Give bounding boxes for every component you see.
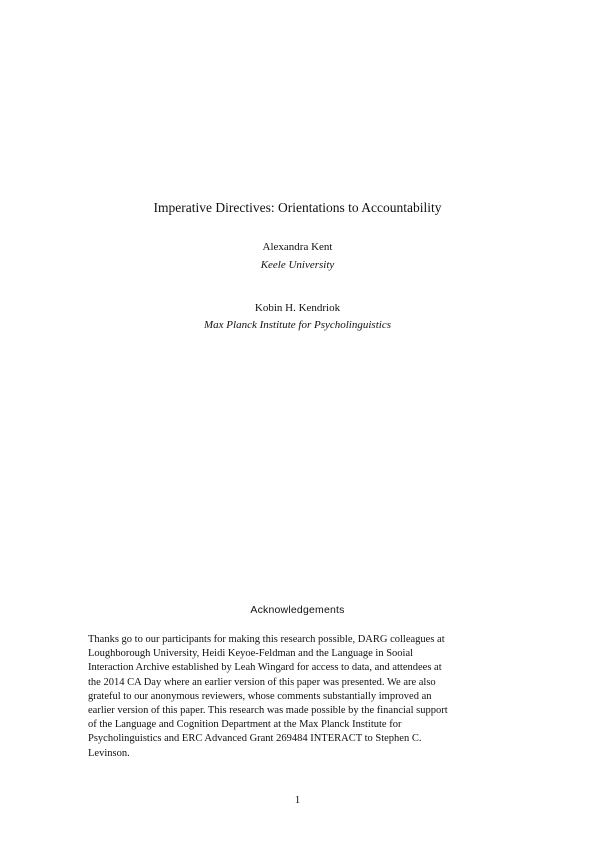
acknowledgements-line: earlier version of this paper. This research was made possible by the financial support	[88, 705, 448, 717]
paper-title: Imperative Directives: Orientations to Accountability	[153, 200, 442, 215]
author-name-2: Kobin H. Kendriok	[254, 302, 341, 314]
author-affiliation-2: Max Planck Institute for Psycholinguistics	[204, 319, 391, 331]
acknowledgements-line: the 2014 CA Day where an earlier version of this paper was presented. We are also	[88, 676, 436, 688]
acknowledgements-line: Levinson.	[88, 747, 130, 759]
page-number: 1	[294, 794, 301, 806]
acknowledgements-line: of the Language and Cognition Department at the Max Planck Institute for	[88, 719, 402, 731]
acknowledgements-line: Interaction Archive established by Leah Wingard for access to data, and attendees at	[88, 662, 442, 674]
author-affiliation-1: Keele University	[260, 259, 335, 271]
acknowledgements-line: grateful to our anonymous reviewers, whose comments substantially improved an	[88, 690, 432, 702]
acknowledgements-line: Thanks go to our participants for making this research possible, DARG colleagues at	[88, 634, 445, 645]
acknowledgements-body	[88, 633, 520, 761]
author-name-1: Alexandra Kent	[262, 241, 333, 253]
acknowledgements-heading: Acknowledgements	[250, 604, 345, 616]
acknowledgements-line: Loughborough University, Heidi Keyoe-Feldman and the Language in Sooial	[88, 648, 414, 660]
acknowledgements-line: Psycholinguistics and ERC Advanced Grant 269484 INTERACT to Stephen C.	[88, 733, 422, 745]
